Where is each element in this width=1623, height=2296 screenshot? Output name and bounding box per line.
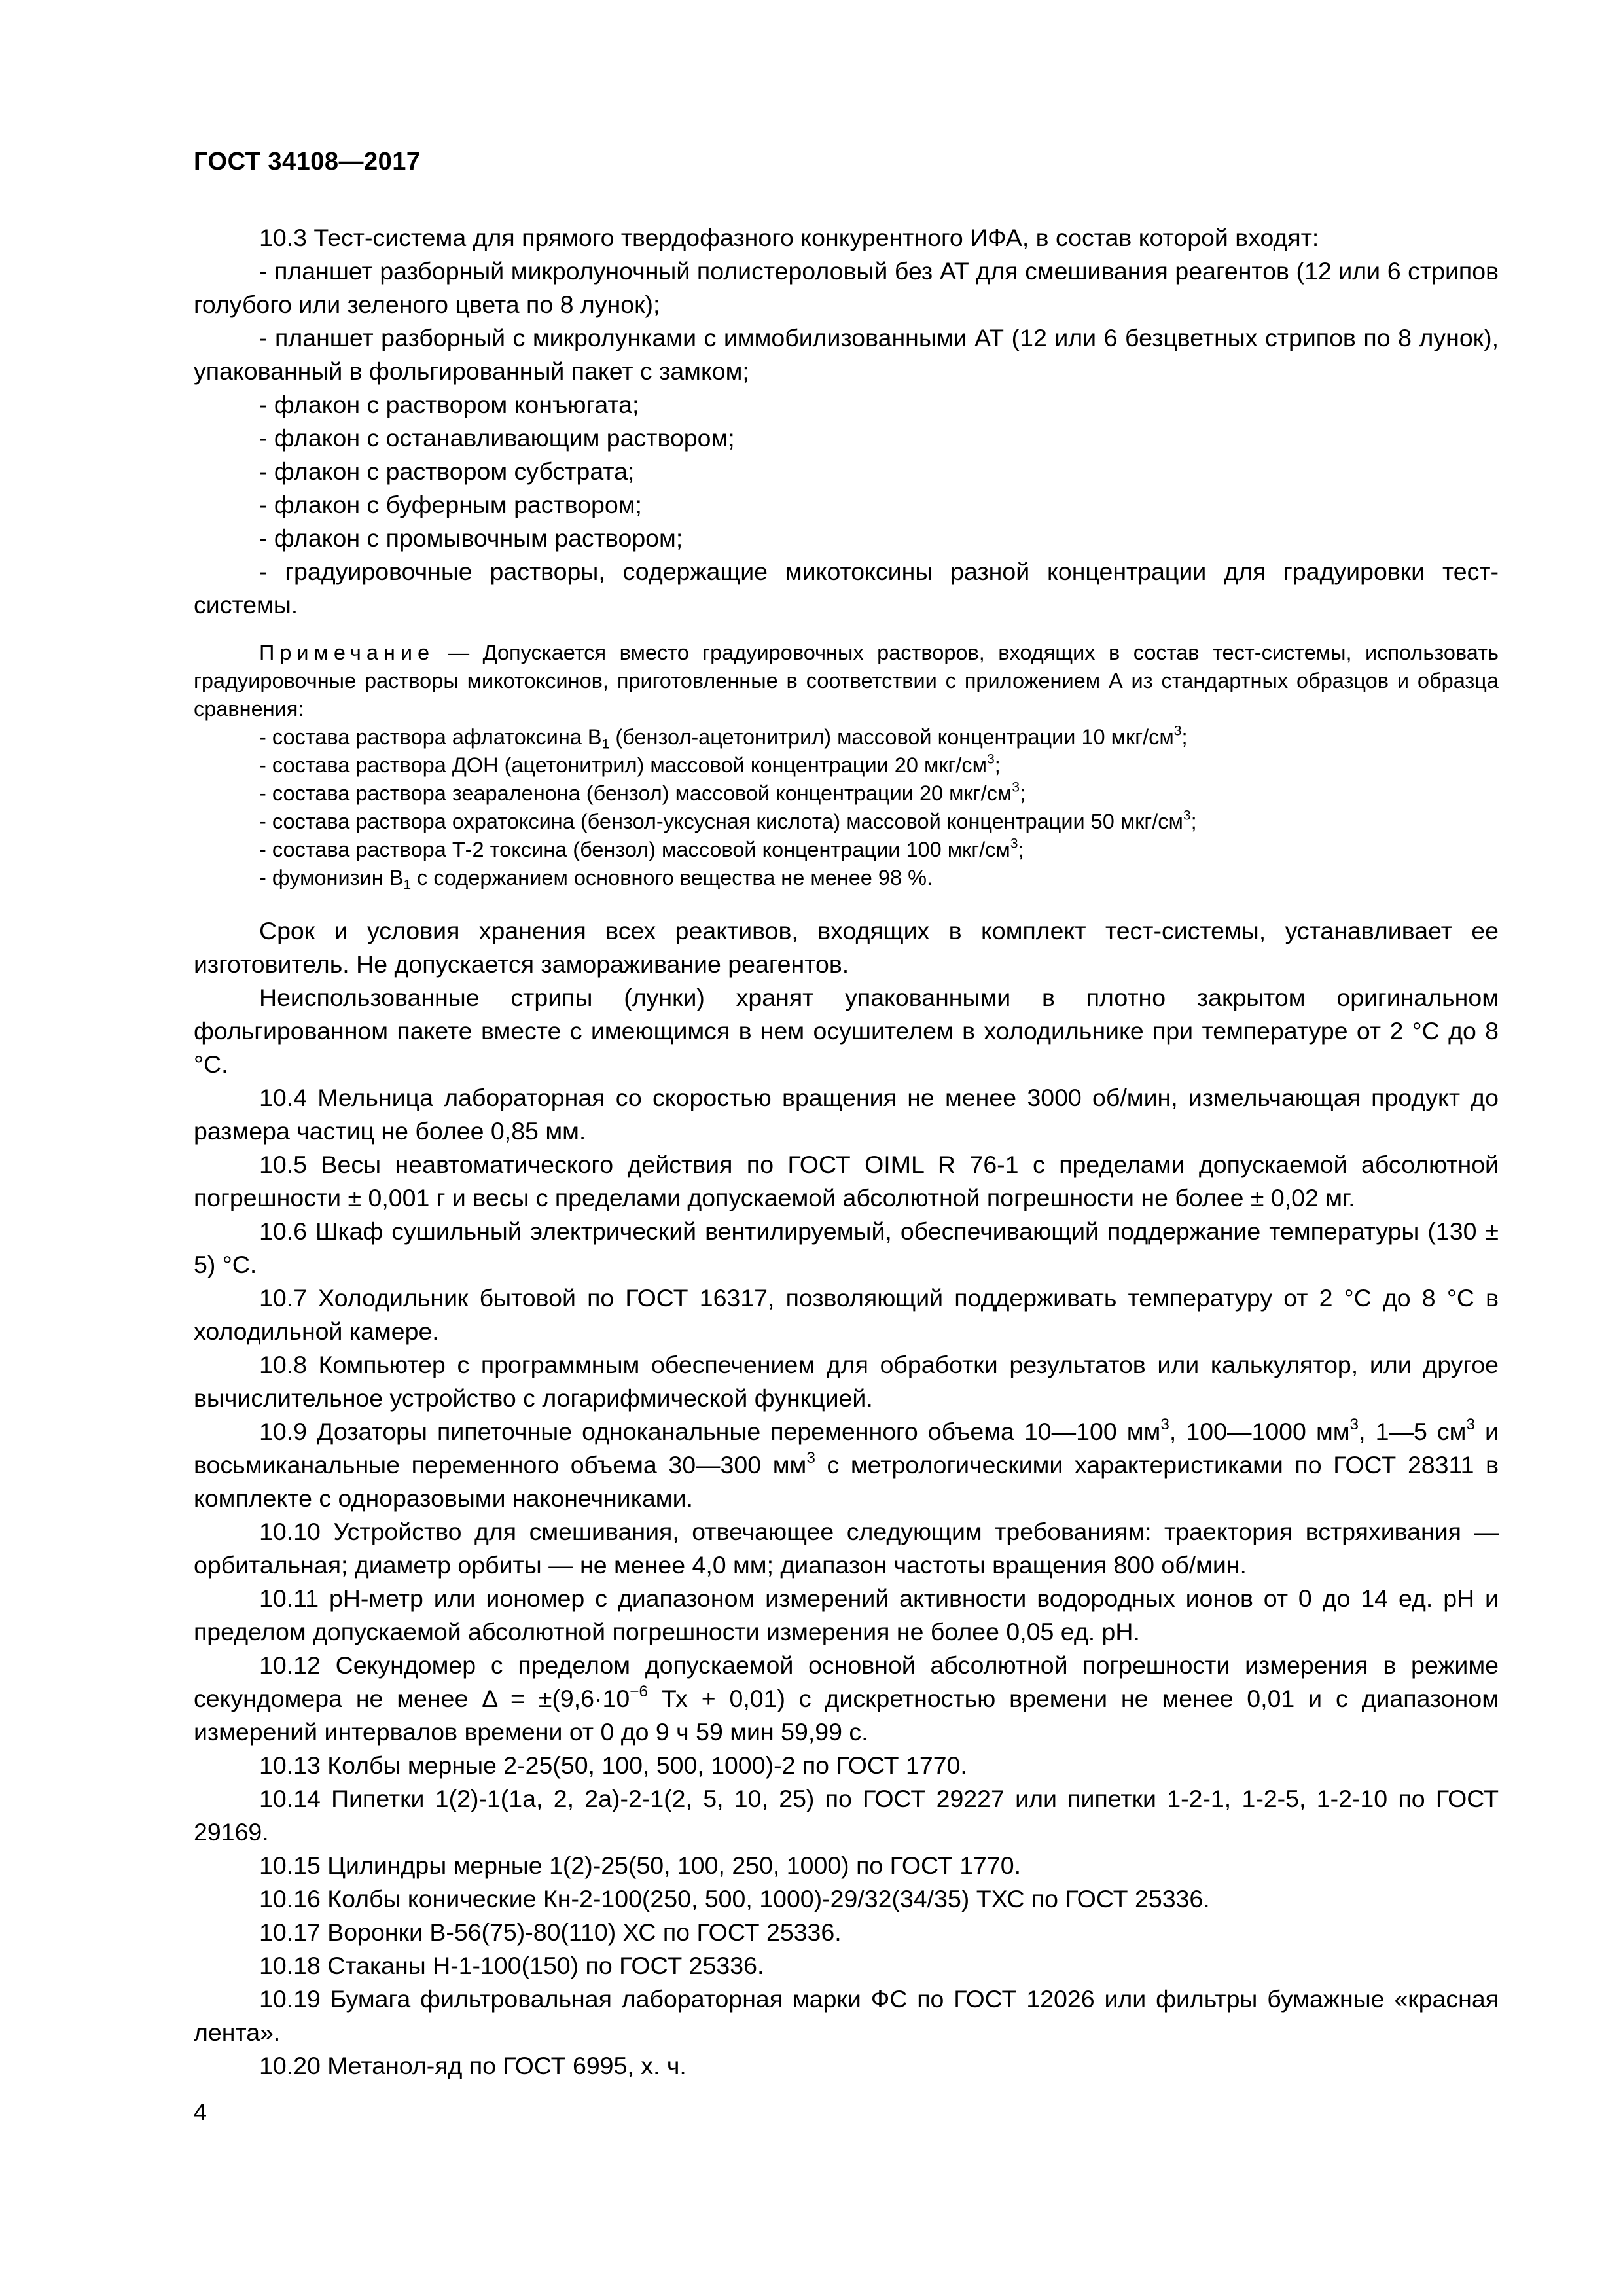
- note-item: - состава раствора ДОН (ацетонитрил) массовой концентрации 20 мкг/$см^3$;: [259, 751, 1001, 777]
- paragraph-10-5: 10.5 Весы неавтоматического действия по ГОСТ OIML R 76-1 с пределами допускаемой абсолютной погрешности ± 0,001 г и весы с пределами допускаемой абсолютной погрешности не более ± 0,02 мг.: [194, 1151, 1499, 1211]
- list-item: - планшет разборный с микролунками с иммобилизованными АТ (12 или 6 безцветных стрипов по 8 лунок), упакованный в фольгированный пакет с замком;: [194, 324, 1499, 385]
- note-block: [194, 639, 1499, 892]
- note-item: - фумонизин $B_1$ с содержанием основного вещества не менее 98 %.: [259, 866, 933, 893]
- storage-paragraph: Неиспользованные стрипы (лунки) хранят упакованными в плотно закрытом оригинальном фольгированном пакете вместе с имеющимся в нем осушителем в холодильнике при температуре от 2 °С до 8 °С.: [194, 984, 1499, 1078]
- list-item: - градуировочные растворы, содержащие микотоксины разной концентрации для градуировки тест-системы.: [194, 558, 1499, 619]
- paragraph-10-9: 10.9 Дозаторы пипеточные одноканальные переменного объема 10—100 $мм^3$, 100—1000 $мм^3$, 1—5 $см^3$ и восьмиканальные переменного объема 30—300 $мм^3$ с метрологическими характеристиками по ГОСТ 28311 в комплекте с одноразовыми наконечниками.: [194, 1416, 1499, 1512]
- note-item: - состава раствора Т-2 токсина (бензол) массовой концентрации 100 мкг/$см^3$;: [259, 836, 1024, 861]
- paragraph-10-15: 10.15 Цилиндры мерные 1(2)-25(50, 100, 250, 1000) по ГОСТ 1770.: [259, 1852, 1022, 1879]
- section-10-3-intro: 10.3 Тест-система для прямого твердофазного конкурентного ИФА, в состав которой входят:: [259, 224, 1319, 251]
- paragraph-10-7: 10.7 Холодильник бытовой по ГОСТ 16317, позволяющий поддерживать температуру от 2 °С до 8 °С в холодильной камере.: [194, 1284, 1499, 1345]
- note-intro: [194, 639, 1499, 723]
- paragraph-10-20: 10.20 Метанол-яд по ГОСТ 6995, х. ч.: [259, 2052, 687, 2079]
- paragraph-10-10: 10.10 Устройство для смешивания, отвечающее следующим требованиям: траектория встряхивания — орбитальная; диаметр орбиты — не менее 4,0 мм; диапазон частоты вращения 800 об/мин.: [194, 1518, 1499, 1579]
- list-item: - флакон с промывочным раствором;: [259, 524, 683, 552]
- note-text: — Допускается вместо градуировочных растворов, входящих в состав тест-системы, использовать градуировочные растворы микотоксинов, приготовленные в соответствии с приложением А из стандартных образцов и образца сравнения:: [194, 641, 1499, 721]
- list-item: - флакон с раствором субстрата;: [259, 457, 635, 485]
- list-item: - флакон с останавливающим раствором;: [259, 424, 735, 452]
- paragraph-10-19: 10.19 Бумага фильтровальная лабораторная марки ФС по ГОСТ 12026 или фильтры бумажные «красная лента».: [194, 1985, 1499, 2046]
- note-item: - состава раствора зеараленона (бензол) массовой концентрации 20 мкг/$см^3$;: [259, 780, 1026, 805]
- note-item: - состава раствора охратоксина (бензол-уксусная кислота) массовой концентрации 50 мкг/$см^3$;: [259, 808, 1197, 833]
- paragraph-10-8: 10.8 Компьютер с программным обеспечением для обработки результатов или калькулятор, или другое вычислительное устройство с логарифмической функцией.: [194, 1351, 1499, 1412]
- paragraph-10-13: 10.13 Колбы мерные 2-25(50, 100, 500, 1000)-2 по ГОСТ 1770.: [259, 1751, 967, 1779]
- list-item: - флакон с буферным раствором;: [259, 491, 642, 518]
- list-item: - планшет разборный микролуночный полистероловый без АТ для смешивания реагентов (12 или 6 стрипов голубого или зеленого цвета по 8 лунок);: [194, 257, 1499, 318]
- list-item: - флакон с раствором конъюгата;: [259, 391, 639, 418]
- note-label: Примечание: [259, 641, 435, 664]
- page-number: 4: [194, 2098, 207, 2125]
- paragraph-10-11: 10.11 рН-метр или иономер с диапазоном измерений активности водородных ионов от 0 до 14 ед. рН и пределом допускаемой абсолютной погрешности измерения не более 0,05 ед. рН.: [194, 1585, 1499, 1645]
- paragraph-10-17: 10.17 Воронки В-56(75)-80(110) ХС по ГОСТ 25336.: [259, 1918, 842, 1946]
- document-body: [194, 221, 1499, 2083]
- paragraph-10-6: 10.6 Шкаф сушильный электрический вентилируемый, обеспечивающий поддержание температуры (130 ± 5) °С.: [194, 1217, 1499, 1278]
- paragraph-10-18: 10.18 Стаканы Н-1-100(150) по ГОСТ 25336.: [259, 1952, 764, 1979]
- storage-paragraph: Срок и условия хранения всех реактивов, входящих в комплект тест-системы, устанавливает ее изготовитель. Не допускается замораживание реагентов.: [194, 917, 1499, 978]
- paragraph-10-16: 10.16 Колбы конические Кн-2-100(250, 500, 1000)-29/32(34/35) ТХС по ГОСТ 25336.: [259, 1885, 1210, 1912]
- note-item: - состава раствора афлатоксина $B_1$ (бензол-ацетонитрил) массовой концентрации 10 мкг/$см^3$;: [259, 723, 1188, 752]
- paragraph-10-14: 10.14 Пипетки 1(2)-1(1а, 2, 2а)-2-1(2, 5, 10, 25) по ГОСТ 29227 или пипетки 1-2-1, 1-2-5, 1-2-10 по ГОСТ 29169.: [194, 1785, 1499, 1846]
- paragraph-10-4: 10.4 Мельница лабораторная со скоростью вращения не менее 3000 об/мин, измельчающая продукт до размера частиц не более 0,85 мм.: [194, 1084, 1499, 1145]
- document-header: ГОСТ 34108—2017: [194, 148, 421, 175]
- paragraph-10-12: 10.12 Секундомер с пределом допускаемой основной абсолютной погрешности измерения в режиме секундомера не менее $\Delta = \pm(9,6\cdot 10^{-6}$ Тх + 0,01) с дискретностью времени не менее 0,01 и с диапазоном измерений интервалов времени от 0 до 9 ч 59 мин 59,99 с.: [194, 1651, 1499, 1746]
